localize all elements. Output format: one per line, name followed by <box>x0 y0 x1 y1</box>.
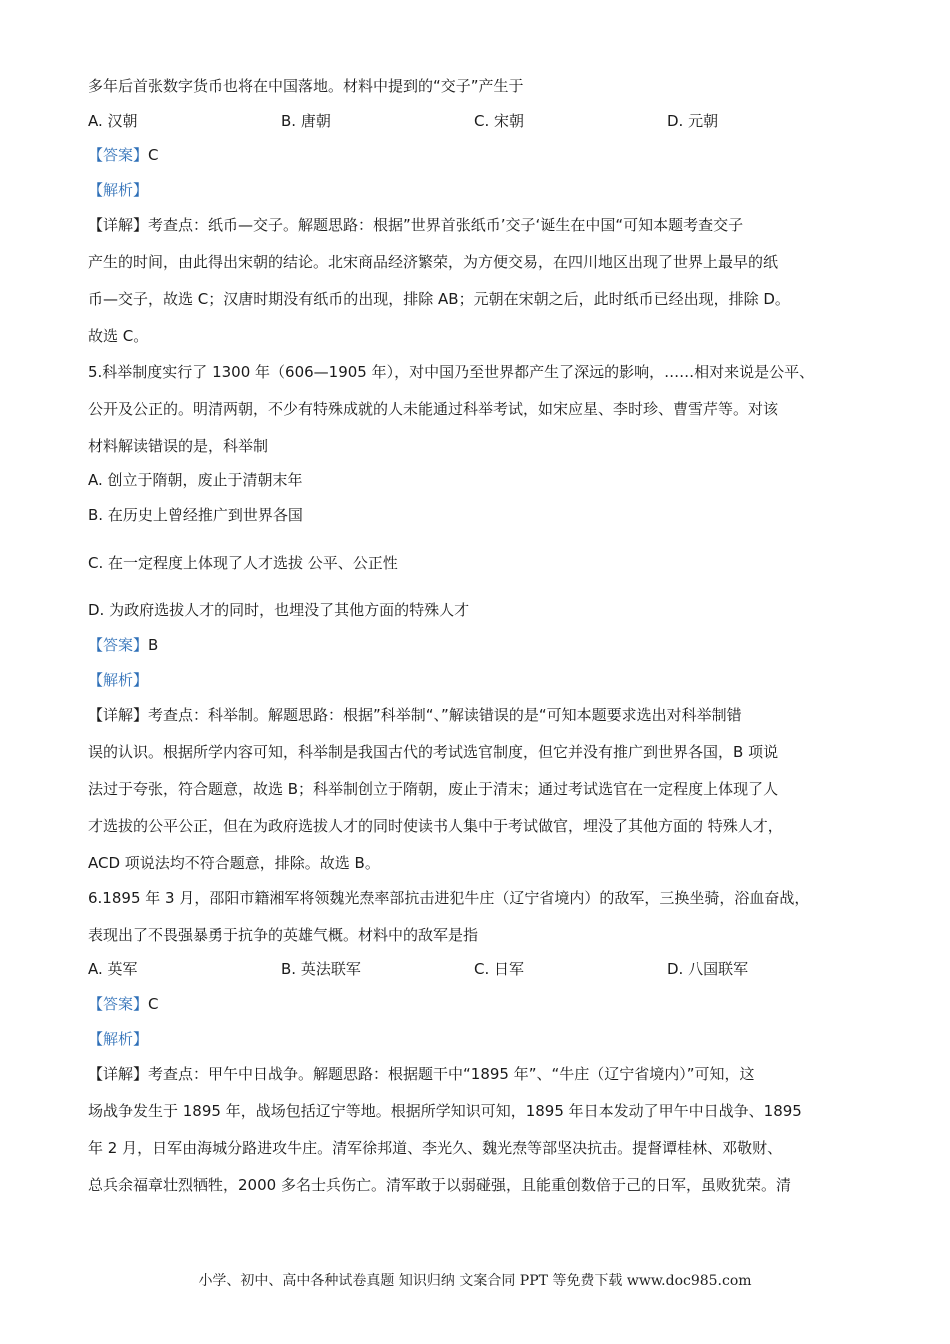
q5-stem-line-2: 公开及公正的。明清两朝，不少有特殊成就的人未能通过科举考试，如宋应星、李时珍、曹雪芹等。对该 <box>88 400 779 418</box>
q4-detail-text: 考查点：纸币—交子。解题思路：根据”世界首张纸币’交子‘诞生在中国“可知本题考查交子 <box>148 216 744 234</box>
q4-options <box>88 111 868 131</box>
q5-stem-line-1: 5.科举制度实行了 1300 年（606—1905 年），对中国乃至世界都产生了深远的影响，……相对来说是公平、 <box>88 363 815 381</box>
q4-answer-tag: 【答案】 <box>88 146 149 164</box>
q6-analysis-tag: 【解析】 <box>88 1030 149 1048</box>
q4-option-c: C. 宋朝 <box>474 112 525 130</box>
q6-options <box>88 959 868 979</box>
q6-option-b: B. 英法联军 <box>281 960 361 978</box>
q5-detail-line-1 <box>88 705 868 725</box>
q6-answer-value: C <box>148 995 159 1013</box>
q5-detail-tag: 【详解】 <box>88 706 149 724</box>
q6-stem-line-1: 6.1895 年 3 月，邵阳市籍湘军将领魏光焘率部抗击进犯牛庄（辽宁省境内）的敌军，三换坐骑，浴血奋战， <box>88 889 810 907</box>
q5-detail-line-4: 才选拔的公平公正，但在为政府选拔人才的同时使读书人集中于考试做官，埋没了其他方面的 特殊人才， <box>88 817 783 835</box>
q6-option-a: A. 英军 <box>88 960 138 978</box>
document-page <box>88 70 868 1195</box>
q5-detail-line-3: 法过于夸张，符合题意，故选 B；科举制创立于隋朝，废止于清末；通过考试选官在一定程度上体现了人 <box>88 780 779 798</box>
q4-answer <box>88 145 868 165</box>
q4-detail-line-2: 产生的时间，由此得出宋朝的结论。北宋商品经济繁荣，为方便交易，在四川地区出现了世界上最早的纸 <box>88 253 779 271</box>
q4-option-d: D. 元朝 <box>667 112 719 130</box>
q4-detail-line-3: 币—交子，故选 C；汉唐时期没有纸币的出现，排除 AB；元朝在宋朝之后，此时纸币已经出现，排除 D。 <box>88 290 790 308</box>
q4-analysis-tag: 【解析】 <box>88 181 149 199</box>
q5-detail-line-2: 误的认识。根据所学内容可知，科举制是我国古代的考试选官制度，但它并没有推广到世界各国，B 项说 <box>88 743 779 761</box>
q5-stem-line-3: 材料解读错误的是，科举制 <box>88 437 269 455</box>
q5-option-c: C. 在一定程度上体现了人才选拔 公平、公正性 <box>88 554 398 572</box>
q4-option-b: B. 唐朝 <box>281 112 331 130</box>
q4-detail-line-4: 故选 C。 <box>88 327 149 345</box>
page-footer: 小学、初中、高中各种试卷真题 知识归纳 文案合同 PPT 等免费下载 www.doc985.com <box>198 1273 752 1289</box>
q6-option-c: C. 日军 <box>474 960 525 978</box>
q4-detail-line-1 <box>88 215 868 235</box>
q6-detail-tag: 【详解】 <box>88 1065 149 1083</box>
q5-analysis-tag: 【解析】 <box>88 671 149 689</box>
q6-detail-line-3: 年 2 月，日军由海城分路进攻牛庄。清军徐邦道、李光久、魏光焘等部坚决抗击。提督谭桂林、邓敬财、 <box>88 1139 783 1157</box>
q4-answer-value: C <box>148 146 159 164</box>
q5-option-d: D. 为政府选拔人才的同时，也埋没了其他方面的特殊人才 <box>88 601 470 619</box>
q6-detail-line-1 <box>88 1064 868 1084</box>
q6-answer-tag: 【答案】 <box>88 995 149 1013</box>
q4-option-a: A. 汉朝 <box>88 112 138 130</box>
q5-answer-value: B <box>148 636 159 654</box>
q6-detail-line-2: 场战争发生于 1895 年，战场包括辽宁等地。根据所学知识可知，1895 年日本发动了甲午中日战争、1895 <box>88 1102 802 1120</box>
q5-answer <box>88 635 868 655</box>
q6-option-d: D. 八国联军 <box>667 960 749 978</box>
q5-detail-text: 考查点：科举制。解题思路：根据”科举制“、”解读错误的是“可知本题要求选出对科举制错 <box>148 706 742 724</box>
q5-option-a: A. 创立于隋朝，废止于清朝末年 <box>88 471 303 489</box>
q4-detail-tag: 【详解】 <box>88 216 149 234</box>
q5-answer-tag: 【答案】 <box>88 636 149 654</box>
q6-detail-line-4: 总兵余福章壮烈牺牲，2000 多名士兵伤亡。清军敢于以弱碰强，且能重创数倍于己的日军，虽败犹荣。清 <box>88 1176 791 1194</box>
q6-stem-line-2: 表现出了不畏强暴勇于抗争的英雄气概。材料中的敌军是指 <box>88 926 479 944</box>
q5-detail-line-5: ACD 项说法均不符合题意，排除。故选 B。 <box>88 854 380 872</box>
q6-answer <box>88 994 868 1014</box>
q6-detail-text: 考查点：甲午中日战争。解题思路：根据题干中“1895 年”、“牛庄（辽宁省境内）”可知，这 <box>148 1065 755 1083</box>
q5-option-b: B. 在历史上曾经推广到世界各国 <box>88 506 303 524</box>
q4-stem: 多年后首张数字货币也将在中国落地。材料中提到的“交子”产生于 <box>88 77 524 95</box>
